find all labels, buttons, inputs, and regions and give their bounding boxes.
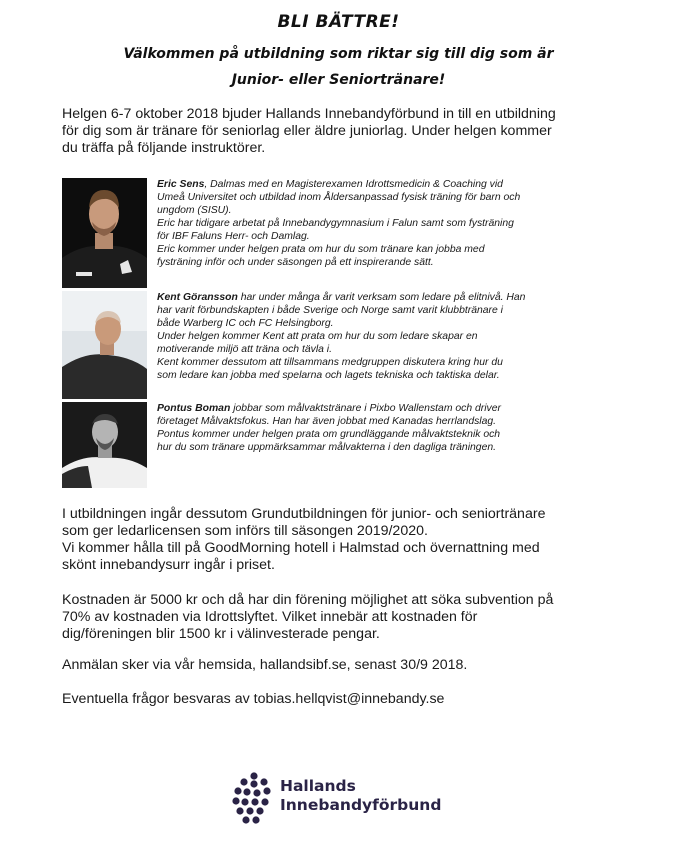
kent-goransson-bio <box>157 291 619 382</box>
pontus-boman-bio <box>157 402 619 454</box>
bio-line: har varit förbundskapten i både Sverige och Norge samt varit klubbtränare i <box>157 305 503 316</box>
paragraph-line: I utbildningen ingår dessutom Grundutbildningen för junior- och seniortränare <box>62 506 546 522</box>
training-paragraph <box>62 506 622 574</box>
eric-sens-name: Eric Sens <box>157 179 205 190</box>
intro-paragraph <box>62 106 622 157</box>
logo-line-2: Innebandyförbund <box>280 796 442 814</box>
bio-line: ungdom (SISU). <box>157 205 232 216</box>
bio-line: företaget Målvaktsfokus. Han har även jobbat med Kanadas herrlandslag. <box>157 416 497 427</box>
paragraph-line: som ger ledarlicensen som införs till säsongen 2019/2020. <box>62 523 428 539</box>
kent-goransson-name: Kent Göransson <box>157 292 238 303</box>
eric-sens-photo <box>62 178 147 288</box>
bio-line: Kent kommer dessutom att tillsammans medgruppen diskutera kring hur du <box>157 357 503 368</box>
paragraph-line: Vi kommer hålla till på GoodMorning hotell i Halmstad och övernattning med <box>62 540 540 556</box>
dots-logo-icon <box>232 772 276 828</box>
hallands-innebandyforbund-logo <box>232 772 462 828</box>
logo-line-1: Hallands <box>280 777 356 795</box>
paragraph-line: dig/föreningen blir 1500 kr i välinvesterade pengar. <box>62 626 380 642</box>
pontus-boman-photo <box>62 402 147 488</box>
registration-paragraph <box>62 657 622 674</box>
questions-text: Eventuella frågor besvaras av tobias.hellqvist@innebandy.se <box>62 691 445 707</box>
intro-line-3: du träffa på följande instruktörer. <box>62 140 266 156</box>
subtitle-line-1: Välkommen på utbildning som riktar sig till dig som är <box>123 46 554 62</box>
intro-line-1: Helgen 6-7 oktober 2018 bjuder Hallands Innebandyförbund in till en utbildning <box>62 106 556 122</box>
bio-line: hur du som tränare uppmärksammar målvakterna i den dagliga träningen. <box>157 442 497 453</box>
bio-line: Under helgen kommer Kent att prata om hur du som ledare skapar en <box>157 331 478 342</box>
subtitle <box>0 41 677 93</box>
bio-line: Umeå Universitet och utbildad inom Åldersanpassad fysisk träning för barn och <box>157 192 521 203</box>
logo-wordmark <box>280 777 441 815</box>
paragraph-line: Kostnaden är 5000 kr och då har din förening möjlighet att söka subvention på <box>62 592 554 608</box>
bio-line: både Warberg IC och FC Helsingborg. <box>157 318 334 329</box>
bio-line: har under många år varit verksam som ledare på elitnivå. Han <box>237 292 526 303</box>
subtitle-line-2: Junior- eller Seniortränare! <box>231 72 446 88</box>
kent-goransson-photo <box>62 291 147 399</box>
registration-text: Anmälan sker via vår hemsida, hallandsibf.se, senast 30/9 2018. <box>62 657 468 673</box>
paragraph-line: 70% av kostnaden via Idrottslyftet. Vilket innebär att kostnaden för <box>62 609 478 625</box>
bio-line: fysträning inför och under säsongen på ett inspirerande sätt. <box>157 257 434 268</box>
bio-line: som ledare kan jobba med spelarna och lagets tekniska och taktiska delar. <box>157 370 500 381</box>
bio-line: Eric kommer under helgen prata om hur du som tränare kan jobba med <box>157 244 485 255</box>
eric-sens-bio <box>157 178 619 269</box>
main-title: BLI BÄTTRE! <box>277 12 400 32</box>
pontus-boman-name: Pontus Boman <box>157 403 231 414</box>
cost-paragraph <box>62 592 622 643</box>
paragraph-line: skönt innebandysurr ingår i priset. <box>62 557 275 573</box>
bio-line: , Dalmas med en Magisterexamen Idrottsmedicin & Coaching vid <box>204 179 503 190</box>
bio-line: för IBF Faluns Herr- och Damlag. <box>157 231 310 242</box>
bio-line: jobbar som målvaktstränare i Pixbo Wallenstam och driver <box>230 403 501 414</box>
bio-line: Eric har tidigare arbetat på Innebandygymnasium i Falun samt som fysträning <box>157 218 514 229</box>
bio-line: Pontus kommer under helgen prata om grundläggande målvaktsteknik och <box>157 429 501 440</box>
bio-line: motiverande miljö att träna och tävla i. <box>157 344 332 355</box>
intro-line-2: för dig som är tränare för seniorlag eller äldre juniorlag. Under helgen kommer <box>62 123 552 139</box>
questions-paragraph <box>62 691 622 708</box>
